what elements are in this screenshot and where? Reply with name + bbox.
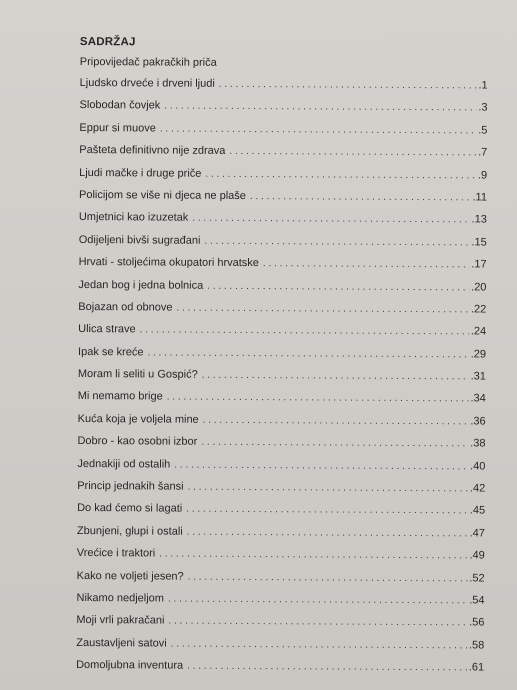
toc-entry-title: Bojazan od obnove	[78, 300, 173, 314]
toc-entry	[77, 565, 485, 590]
toc-entry-title: Kuća koja je voljela mine	[77, 412, 199, 426]
toc-entry-page-number: .11	[472, 191, 488, 204]
toc-entry-page-number: .61	[468, 661, 485, 674]
toc-entry-title: Policijom se više ni djeca ne plaše	[78, 188, 246, 202]
toc-entry	[77, 497, 485, 522]
toc-entry	[79, 206, 487, 231]
dot-leader	[168, 589, 467, 613]
toc-entry	[78, 318, 486, 343]
dot-leader	[219, 74, 477, 98]
toc-entry-page-number: .20	[471, 280, 487, 294]
toc-entry-title: Hrvati - stoljećima okupatori hrvatske	[78, 256, 259, 270]
toc-entry-page-number: .9	[477, 168, 488, 182]
toc-entry-title: Mi nemamo brige	[77, 390, 163, 403]
dot-leader	[168, 611, 467, 635]
toc-entry-title: Slobodan čovjek	[79, 99, 161, 112]
table-of-contents	[76, 32, 488, 679]
toc-entry-list	[76, 72, 488, 679]
toc-entry-page-number: .5	[478, 124, 488, 137]
toc-entry-page-number: .17	[471, 258, 487, 271]
toc-entry-page-number: .34	[470, 392, 486, 405]
toc-entry	[78, 296, 486, 321]
toc-entry-title: Domoljubna inventura	[76, 659, 184, 672]
dot-leader	[176, 298, 469, 322]
dot-leader	[263, 253, 469, 277]
dot-leader	[174, 454, 468, 478]
toc-entry	[76, 654, 484, 679]
dot-leader	[229, 141, 476, 165]
toc-entry-title: Moji vrli pakračani	[76, 614, 165, 627]
toc-entry	[78, 408, 486, 433]
toc-entry-title: Nikamo nedjeljom	[76, 591, 165, 605]
toc-entry	[80, 72, 488, 97]
toc-entry	[78, 274, 486, 299]
dot-leader	[171, 633, 467, 657]
toc-entry-page-number: .56	[469, 616, 485, 629]
toc-entry-page-number: .15	[471, 236, 487, 249]
dot-leader	[188, 477, 468, 501]
toc-entry-page-number: .54	[469, 594, 485, 607]
toc-entry-title: Dobro - kao osobni izbor	[77, 435, 198, 448]
toc-entry-page-number: .49	[469, 549, 485, 562]
dot-leader	[192, 208, 469, 232]
dot-leader	[164, 96, 476, 120]
dot-leader	[187, 521, 468, 545]
toc-entry-title: Ljudi mačke i druge priče	[79, 166, 202, 180]
toc-entry-title: Eppur si muove	[79, 121, 156, 135]
toc-entry	[77, 430, 485, 455]
toc-entry	[79, 184, 487, 209]
toc-entry-page-number: .42	[469, 482, 486, 495]
toc-entry-title: Ulica strave	[78, 323, 136, 336]
toc-entry-page-number: .3	[478, 101, 488, 114]
toc-entry-title: Pašteta definitivno nije zdrava	[79, 144, 226, 158]
toc-entry-page-number: .29	[470, 348, 487, 361]
toc-entry	[79, 251, 487, 276]
toc-entry	[76, 587, 484, 612]
toc-entry-page-number: .22	[470, 303, 487, 316]
toc-entry-title: Ljudsko drveće i drveni ljudi	[79, 76, 215, 90]
toc-entry-title: Jednakiji od ostalih	[77, 457, 171, 471]
dot-leader	[201, 432, 468, 456]
toc-entry	[77, 453, 485, 478]
toc-entry-title: Moram li seliti u Gospić?	[77, 368, 198, 381]
dot-leader	[204, 230, 469, 254]
toc-entry-page-number: .52	[469, 571, 485, 585]
toc-entry	[78, 363, 486, 388]
dot-leader	[250, 186, 471, 210]
toc-entry-title: Jedan bog i jedna bolnica	[78, 278, 204, 292]
toc-entry	[79, 117, 487, 142]
dot-leader	[187, 656, 467, 680]
toc-entry-title: Odijeljeni bivši sugrađani	[78, 233, 201, 247]
toc-entry	[77, 475, 485, 500]
toc-entry-page-number: .24	[470, 325, 487, 338]
toc-entry-page-number: .31	[470, 370, 486, 383]
toc-entry-page-number: .45	[469, 504, 486, 517]
toc-entry	[79, 162, 487, 187]
toc-entry	[79, 229, 487, 254]
dot-leader	[167, 387, 469, 411]
toc-entry-page-number: .13	[471, 213, 487, 226]
toc-entry	[78, 385, 486, 410]
toc-entry-title: Vrećice i traktori	[76, 547, 156, 560]
toc-entry-title: Kako ne voljeti jesen?	[76, 569, 184, 583]
toc-entry	[76, 632, 484, 657]
dot-leader	[203, 410, 469, 434]
toc-entry-page-number: .7	[478, 146, 488, 159]
toc-entry-page-number: .40	[470, 460, 486, 473]
dot-leader	[205, 163, 476, 187]
toc-entry-title: Umjetnici kao izuzetak	[78, 211, 189, 225]
toc-entry	[77, 520, 485, 545]
toc-entry	[77, 542, 485, 567]
toc-entry	[79, 139, 487, 164]
toc-entry-page-number: .38	[470, 437, 486, 450]
toc-entry-title: Ipak se kreće	[78, 345, 144, 359]
dot-leader	[140, 320, 469, 344]
toc-entry-page-number: .36	[470, 415, 486, 428]
toc-entry	[78, 341, 486, 366]
toc-entry-page-number: .1	[478, 79, 488, 92]
toc-entry-title: Zbunjeni, glupi i ostali	[76, 524, 183, 538]
toc-entry	[76, 609, 484, 634]
dot-leader	[186, 499, 468, 523]
toc-entry-page-number: .58	[468, 639, 485, 652]
toc-heading: SADRŽAJ	[79, 35, 136, 49]
dot-leader	[159, 544, 467, 568]
dot-leader	[202, 365, 469, 389]
toc-entry-title: Zaustavljeni satovi	[76, 636, 167, 650]
toc-entry-title: Do kad ćemo si lagati	[77, 502, 183, 516]
toc-entry	[79, 94, 487, 119]
toc-entry-page-number: .47	[469, 527, 485, 540]
toc-subtitle: Pripovijedač pakračkih priča	[79, 55, 217, 69]
dot-leader	[188, 566, 468, 590]
dot-leader	[207, 275, 469, 299]
toc-entry-title: Princip jednakih šansi	[77, 480, 184, 493]
